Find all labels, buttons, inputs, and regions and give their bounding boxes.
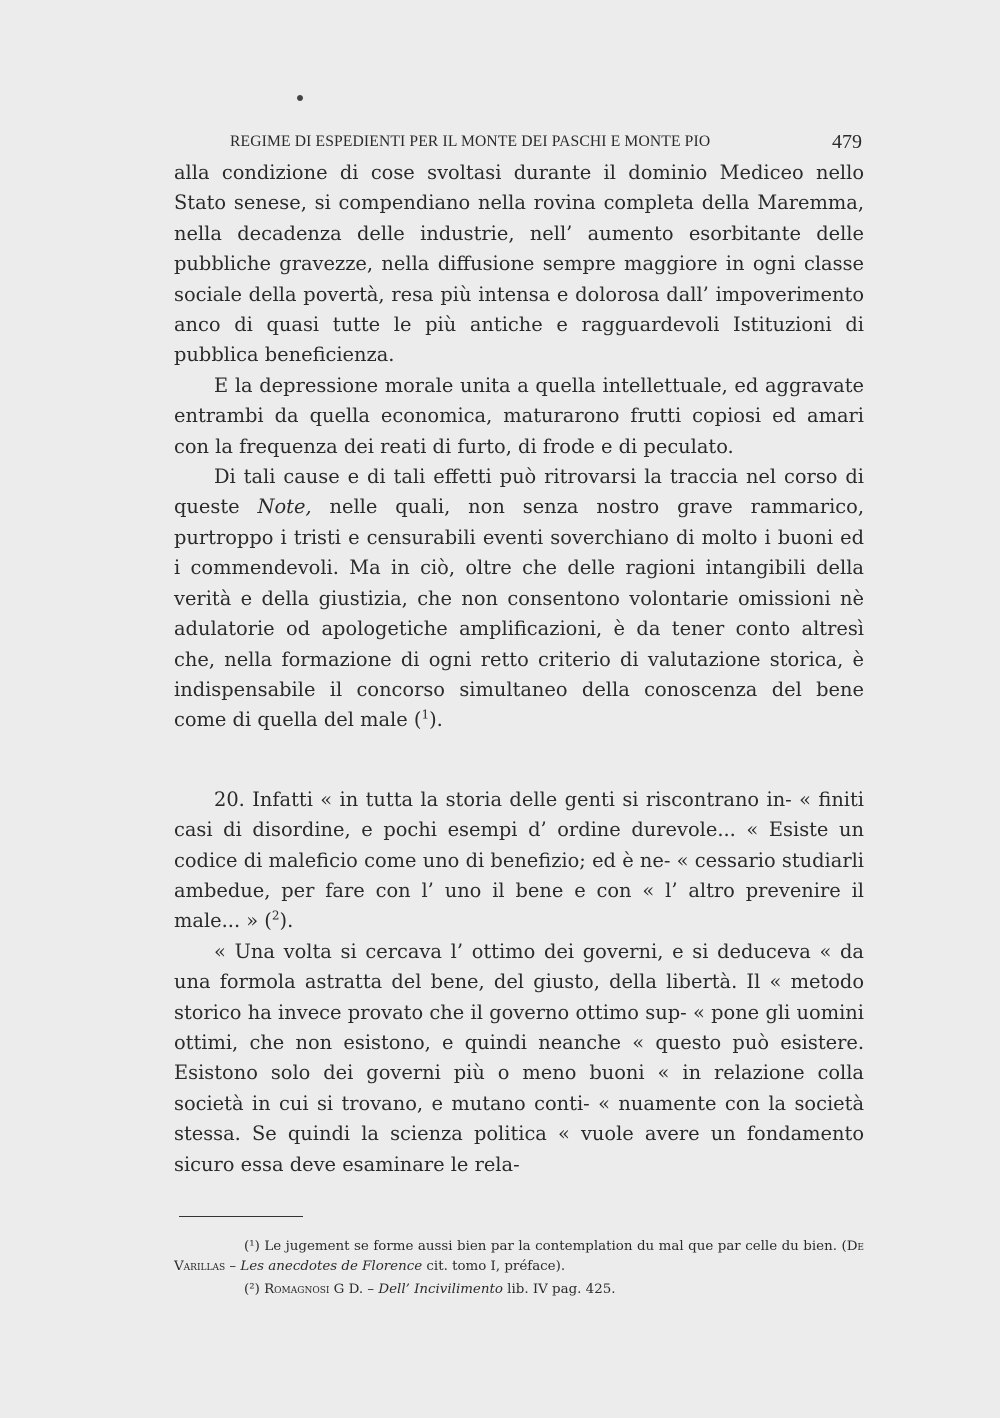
paragraph-4-end: ). <box>279 909 294 933</box>
body-text <box>174 158 864 1180</box>
footnote-1 <box>174 1237 864 1277</box>
paragraph-3 <box>174 462 864 736</box>
section-number: 20. <box>214 787 245 811</box>
footnote-ref-1[interactable]: 1 <box>421 707 430 722</box>
paragraph-5: « Una volta si cercava l’ ottimo dei governi, e si deduceva « da una formola astratta del bene, del giusto, della libertà. Il « metodo storico ha invece provato che il governo ottimo sup- « pone gli uomini ottimi, che non esistono, e quindi neanche « questo può esistere. Esistono solo dei governi più o meno buoni « in relazione colla società in cui si trovano, e mutano conti- « nuamente con la società stessa. Se quindi la scienza politica « vuole avere un fondamento sicuro essa deve esaminare le rela- <box>174 939 864 1176</box>
page-header <box>230 131 862 159</box>
footnote-2-text: lib. IV pag. 425. <box>502 1282 616 1297</box>
footnote-1-title: Les anecdotes de Florence <box>240 1259 423 1274</box>
footnote-ref-2[interactable]: 2 <box>271 908 280 923</box>
footnote-divider <box>179 1216 303 1217</box>
footnote-1-text-a: Le jugement se forme aussi bien par la contemplation du mal que par celle du bien. ( <box>259 1239 847 1254</box>
paragraph-3-end: ). <box>429 708 443 732</box>
paragraph-3-text-b: nelle quali, non senza nostro grave rammarico, purtroppo i tristi e censurabili eventi soverchiano di molto i buoni ed i commendevoli. Ma in ciò, oltre che delle ragioni intangibili della verità e della giustizia, che non consentono volontarie omissioni nè adulatorie od apologetiche amplificazioni, è da tener conto altresì che, nella formazione di ogni retto criterio di valutazione storica, è indispensabile il concorso simultaneo della conoscenza del bene come di quella del male ( <box>174 495 865 732</box>
footnote-2-dash: – <box>363 1282 379 1297</box>
footnote-2-mark: (²) <box>244 1282 260 1297</box>
paragraph-3-italic: Note, <box>257 495 312 519</box>
paragraph-4-text: Infatti « in tutta la storia delle genti si riscontrano in- « finiti casi di disordine, e pochi esempi d’ ordine durevole... « Esiste un codice di maleficio come uno di benefizio; ed è ne- « cessario studiarli ambedue, per fare con l’ uno il bene e con « l’ altro prevenire il male... » ( <box>174 787 864 933</box>
page-number: 479 <box>832 131 862 153</box>
paragraph-2: E la depressione morale unita a quella intellettuale, ed aggravate entrambi da quella economica, maturarono frutti copiosi ed amari con la frequenza dei reati di furto, di frode e di peculato. <box>174 373 864 458</box>
running-title: REGIME DI ESPEDIENTI PER IL MONTE DEI PASCHI E MONTE PIO <box>230 133 711 150</box>
section-gap <box>174 736 864 785</box>
footnote-1-dash: – <box>225 1259 241 1274</box>
ink-dot <box>297 95 303 101</box>
footnote-1-mark: (¹) <box>244 1239 260 1254</box>
footnote-2 <box>174 1280 864 1300</box>
footnote-2-author: Romagnosi G D. <box>259 1282 364 1297</box>
footnote-1-author: De Varillas <box>174 1239 864 1274</box>
paragraph-4 <box>174 785 864 937</box>
footnote-1-text-b: cit. tomo I, préface). <box>422 1259 566 1274</box>
footnote-2-title: Dell’ Incivilimento <box>378 1282 503 1297</box>
paragraph-1: alla condizione di cose svoltasi durante il dominio Mediceo nello Stato senese, si compendiano nella rovina completa della Maremma, nella decadenza delle industrie, nell’ aumento esorbitante delle pubbliche gravezze, nella diffusione sempre maggiore in ogni classe sociale della povertà, resa più intensa e dolorosa dall’ impoverimento anco di quasi tutte le più antiche e ragguardevoli Istituzioni di pubblica beneficienza. <box>174 161 864 367</box>
paragraph-3-text-a: Di tali cause e di tali effetti può ritrovarsi la traccia nel corso di queste <box>174 465 864 519</box>
footnotes <box>174 1237 864 1300</box>
